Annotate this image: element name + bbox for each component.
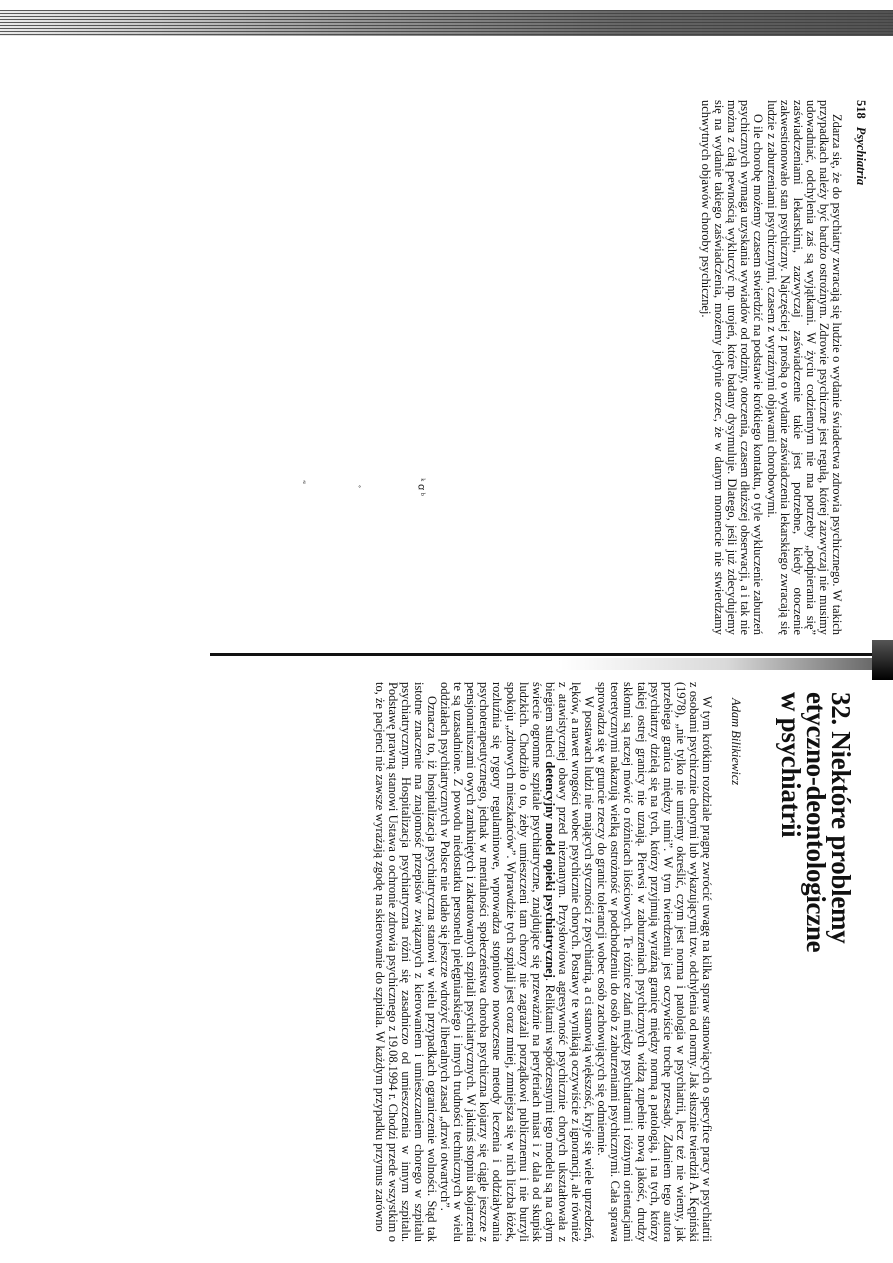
paragraph: Zdarza się, że do psychiatry zwracają się ludzie o wydanie świadectwa zdrowia psychicznego. W takich przypadkach należy być bardzo ostrożnym. Zdrowie psychiczne jest regułą, której zazwyczaj nie musimy udowadniać, odchylenia zaś są wyjątkami. W życiu codziennym nie ma potrzeby „podpierania się” zaświadczeniami lekarskimi, zazwyczaj zaświadczenie takie jest potrzebne, kiedy otoczenie zakwestionowało stan psychiczny. Najczęściej z prośbą o wydanie zaświadczenia lekarskiego zwracają się ludzie z zaburzeniami psychicznymi, czasem z wyraźnymi objawami chorobowymi. <box>764 100 844 635</box>
chapter-title-line: w psychiatrii <box>776 692 806 838</box>
page-gutter-line <box>210 653 893 656</box>
right-page-body <box>373 682 713 1242</box>
paragraph-text: . Reliktami współczesnymi tego modelu są na całym świecie ogromne szpitale psychiatryczne, znajdujące się przeważnie na peryferiach miast i z dala od skupisk ludzkich. Chodziło o to, żeby umieszczeni tam chorzy nie zagrażali porządkowi publicznemu i nie burzyli spokoju „zdrowych mieszkańców”. Wprawdzie tych szpitali jest coraz mniej, zmniejsza się w nich liczba łóżek, rozluźnia się rygory regulaminowe, wprowadza stopniowo nowoczesne metody leczenia i oddziaływania psychoterapeutycznego, jednak w mentalności społeczeństwa choroba psychiczna kojarzy się ciągle jeszcze z pensjonariuszami owych zamkniętych i zakratowanych szpitali psychiatrycznych. W jakimś stopniu skojarzenia te są uzasadnione. Z powodu niedostatku personelu pielęgniarskiego i innych trudności technicznych w wielu oddziałach psychiatrycznych w Polsce nie udało się jeszcze wdrożyć liberalnych zasad „drzwi otwartych”. <box>438 682 557 1243</box>
scan-artifact: ˚ <box>358 485 362 496</box>
scan-artifact: ᵃ <box>303 478 306 489</box>
paragraph-text: W postawach ludzi nie mających styczności z psychiatrią, a ci stanowią większość, kryje się wiele uprzedzeń, lęków, a nawet wrogości wobec psychicznie chorych. Postawy te wynikają oczywiście z ignorancji, ale również z atawistycznej obawy przed nieznanym. Przysłowiowa agresywność psychicznie chorych ukształtowała z biegiem stuleci <box>542 682 597 1242</box>
paragraph <box>438 682 595 1242</box>
scan-shadow-corner <box>872 640 893 680</box>
paragraph: W tym krótkim rozdziale pragnę zwrócić uwagę na kilka spraw stanowiących o specyfice pracy w psychiatrii z osobami psychicznie chorymi lub wykazującymi tzw. odchylenia od normy. Jak słusznie twierdził A. Kępiński (1978), „nie tylko nie umiemy określić, czym jest norma i patologia w psychiatrii, lecz też nie wiemy, jak przebiega granica między nimi”. W tym twierdzeniu jest oczywiście trochę przesady. Zdaniem tego autora psychiatrzy dzielą się na tych, którzy przyjmują wyraźną granicę między normą a patologią, i na tych, którzy takiej ostrej granicy nie uznają. Pierwsi w zaburzeniach psychicznych widzą zupełnie nową jakość, drudzy skłonni są raczej mówić o różnicach ilościowych. Te różnice zdań między psychiatrami i różnymi orientacjami teoretycznymi nakazują wielką ostrożność w podchodzeniu do osób z zaburzeniami psychicznymi. Cała sprawa sprowadza się w gruncie rzeczy do granic tolerancji wobec osób zachowujących się odmiennie. <box>595 682 714 1242</box>
chapter-title <box>776 692 856 1232</box>
paragraph: Oznacza to, iż hospitalizacja psychiatryczna stanowi w wielu przypadkach ograniczenie wolności. Stąd tak istotne znaczenie ma znajomość przepisów związanych z kierowaniem i umieszczaniem chorego w szpitalu psychiatrycznym. Hospitalizacja psychiatryczna różni się zasadniczo od umieszczenia w innym szpitalu. Podstawę prawną stanowi Ustawa o ochronie zdrowia psychicznego z 19.08.1994 r. Chodzi przede wszystkim o to, że pacjenci nie zawsze wyrażają zgodę na skierowanie do szpitala. W każdym przypadku przymus zarówno <box>372 682 440 1242</box>
page-number: 518 <box>854 100 868 119</box>
chapter-title-line: etyczno-deontologiczne <box>801 692 831 953</box>
bold-term: detencyjny model opieki psychiatrycznej <box>542 761 557 978</box>
running-head-section: Psychiatria <box>854 126 868 186</box>
chapter-title-line: 32. Niektóre problemy <box>826 692 856 944</box>
left-page-body <box>699 100 843 635</box>
scan-artifact: ᵏ ꭤ ᵇ <box>415 478 427 496</box>
chapter-author: Adam Bilikiewicz <box>729 698 743 786</box>
running-head <box>853 100 868 185</box>
scan-shadow <box>560 658 893 670</box>
paragraph: O ile chorobę możemy czasem stwierdzić na podstawie krótkiego kontaktu, o tyle wykluczenie zaburzeń psychicznych wymaga uzyskania wywiadów od rodziny, otoczenia, czasem dłuższej obserwacji, a i tak nie można z całą pewnością wykluczyć np. urojeń, które badany dysymuluje. Dlatego, jeśli już zdecydujemy się na wydanie takiego zaświadczenia, możemy jedynie orzec, że w danym momencie nie stwierdzamy uchwytnych objawów choroby psychicznej. <box>699 100 766 635</box>
